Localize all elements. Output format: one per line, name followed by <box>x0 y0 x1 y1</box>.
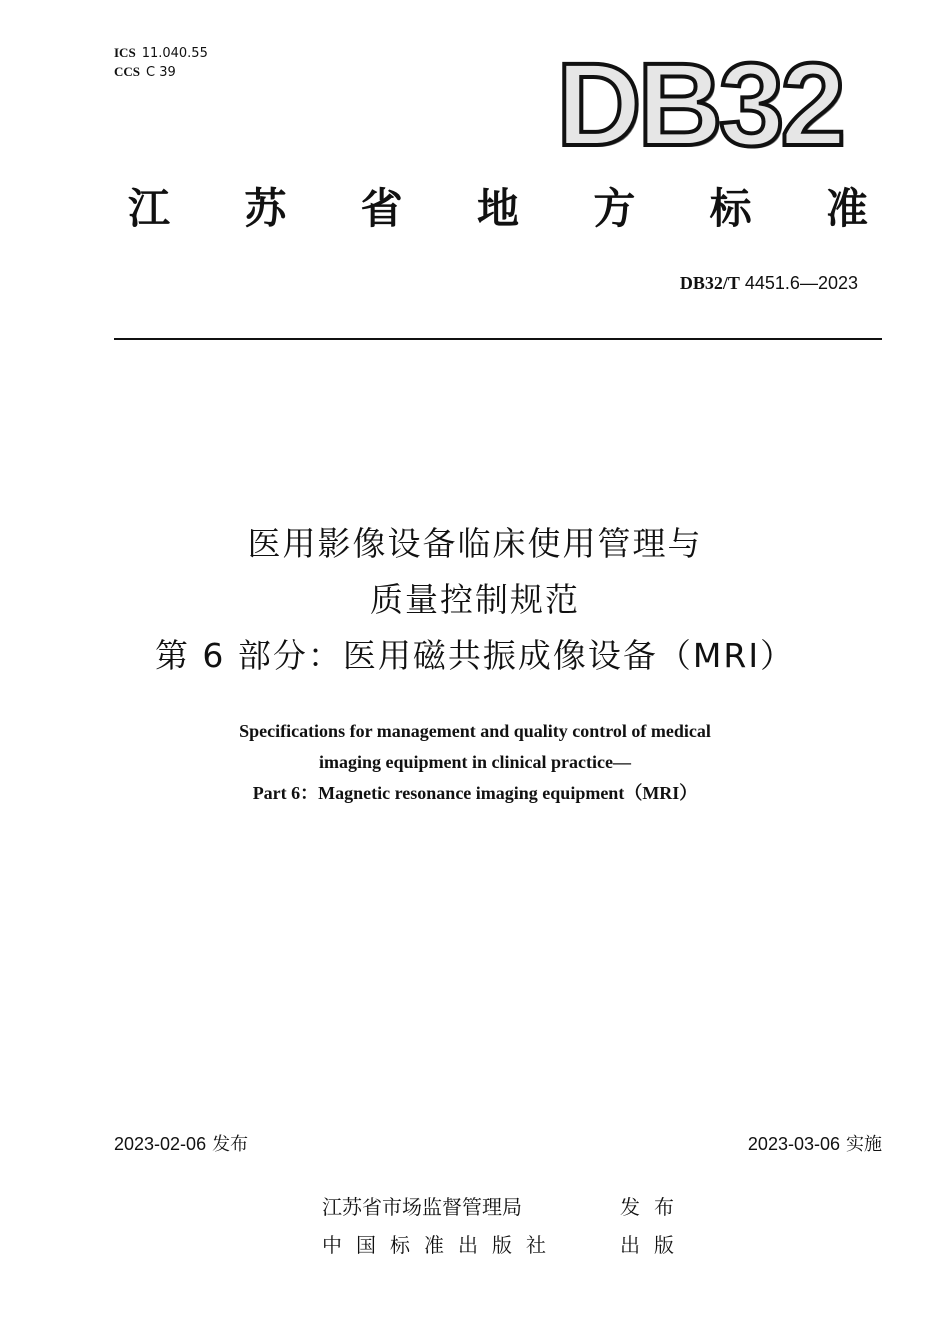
effective-date-label: 实施 <box>846 1134 882 1155</box>
org-char: 方 <box>593 184 636 233</box>
chinese-title-line-3: 第 6 部分：医用磁共振成像设备（MRI） <box>154 636 796 675</box>
issuer-action: 发布 <box>620 1195 688 1219</box>
org-char: 省 <box>360 184 403 233</box>
chinese-title-line-2: 质量控制规范 <box>370 580 580 619</box>
org-char: 标 <box>709 184 752 233</box>
ics-value: 11.040.55 <box>141 46 208 61</box>
chinese-title-line-1: 医用影像设备临床使用管理与 <box>247 524 703 563</box>
publisher-row <box>322 1226 688 1264</box>
issue-date-label: 发布 <box>212 1134 249 1155</box>
standard-number <box>680 273 858 294</box>
english-title-line-1: Specifications for management and quality control of medical <box>239 721 711 741</box>
effective-date <box>748 1130 882 1156</box>
org-char: 苏 <box>244 184 287 233</box>
issuer-row <box>322 1188 688 1226</box>
ics-label: ICS <box>114 45 136 60</box>
issue-date <box>114 1130 248 1156</box>
publisher-name: 中国标准出版社 <box>322 1233 560 1257</box>
standard-code: 4451.6—2023 <box>744 273 858 293</box>
org-standard-title <box>128 182 868 236</box>
org-char: 地 <box>476 184 519 233</box>
english-title <box>0 716 950 809</box>
org-char: 准 <box>825 184 868 233</box>
english-title-line-2: imaging equipment in clinical practice— <box>319 752 631 772</box>
ics-code <box>114 44 208 63</box>
chinese-title <box>0 516 950 684</box>
issue-date-value: 2023-02-06 <box>114 1134 207 1154</box>
db32-logo: DB32 <box>556 39 842 171</box>
org-char: 江 <box>128 184 171 233</box>
ccs-value: C 39 <box>146 65 176 80</box>
english-title-line-3: Part 6：Magnetic resonance imaging equipment（MRI） <box>252 783 698 803</box>
issuer-name: 江苏省市场监督管理局 <box>322 1195 522 1219</box>
effective-date-value: 2023-03-06 <box>747 1134 840 1154</box>
classification-codes <box>114 44 208 82</box>
publisher-action: 出版 <box>620 1233 688 1257</box>
ccs-code <box>114 63 208 82</box>
publisher-block <box>322 1188 688 1264</box>
header-divider <box>114 338 882 340</box>
ccs-label: CCS <box>114 64 141 79</box>
standard-prefix: DB32/T <box>679 273 740 293</box>
